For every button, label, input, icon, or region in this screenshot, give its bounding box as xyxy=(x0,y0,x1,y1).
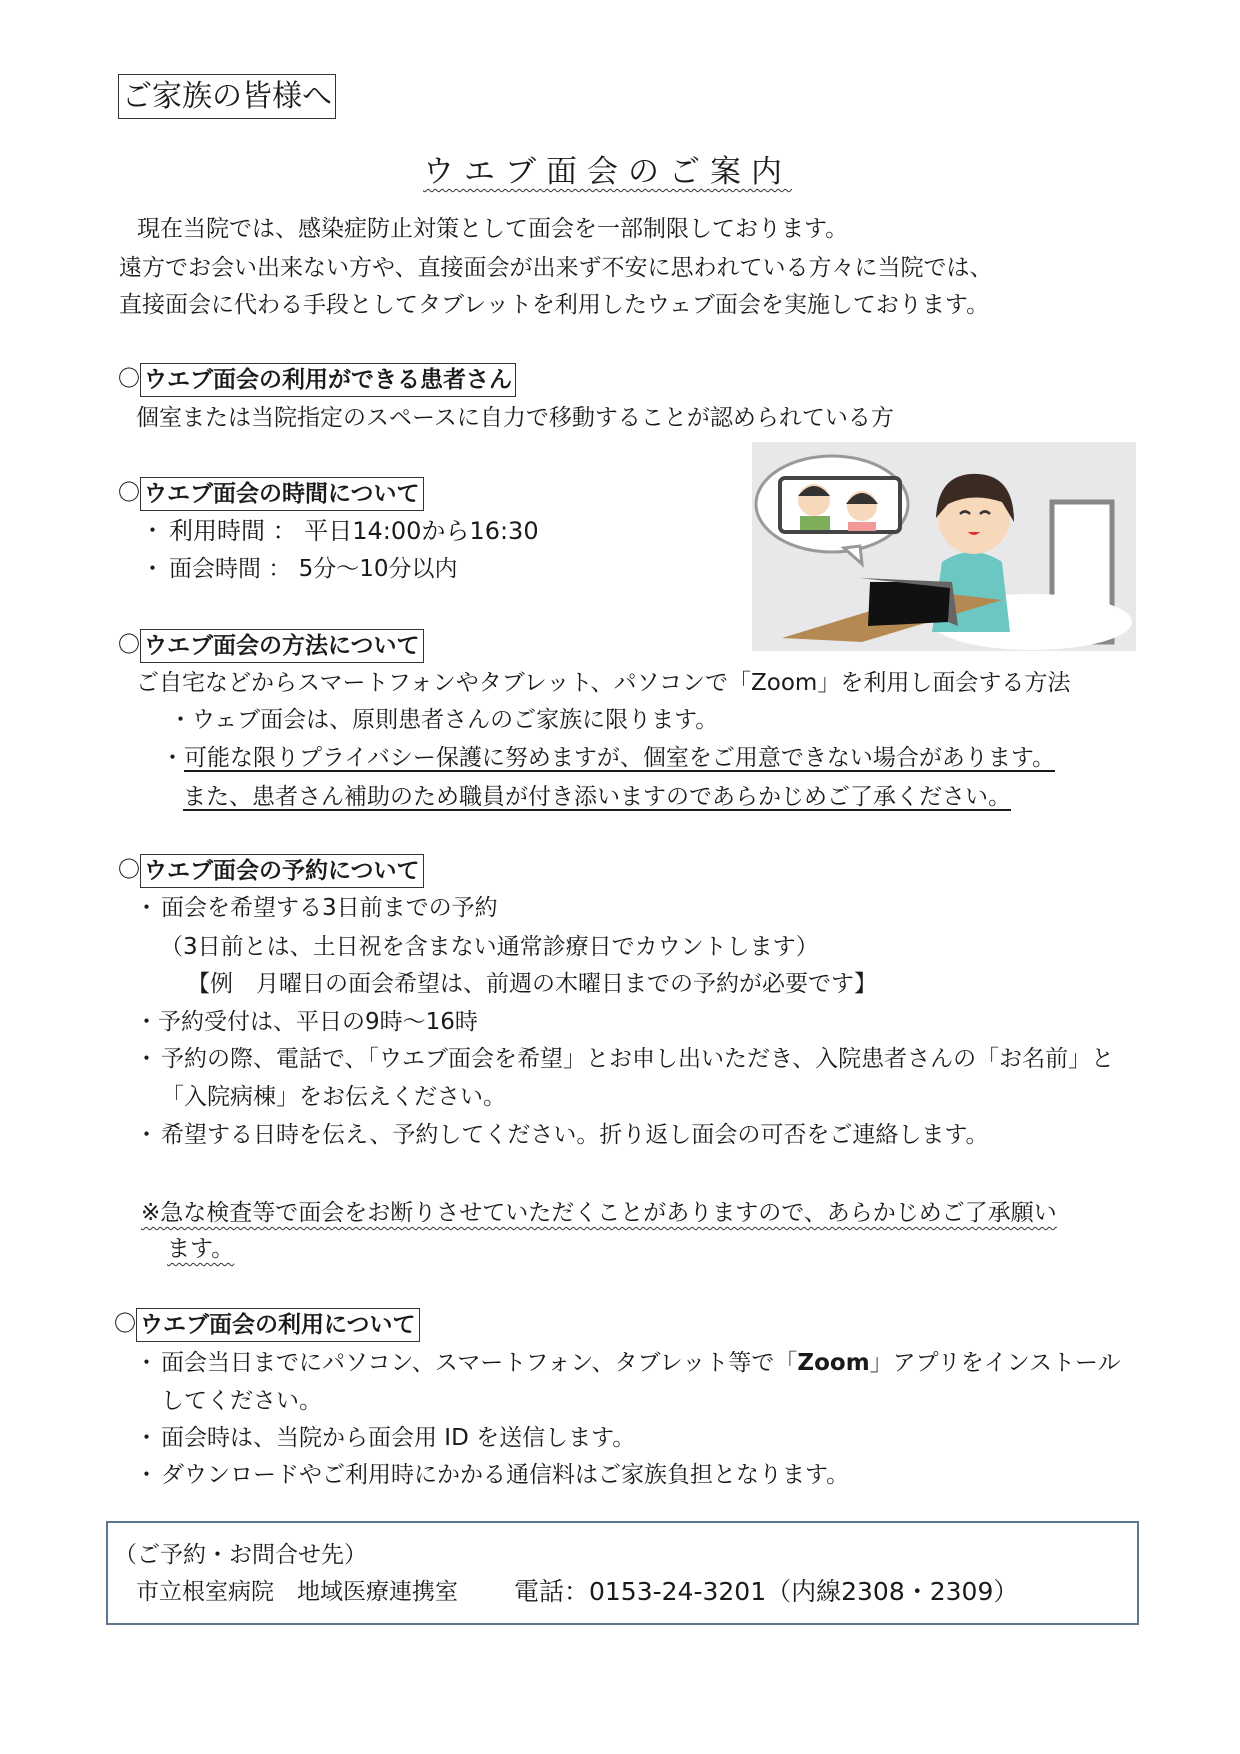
page-title: ウエブ面会のご案内 xyxy=(423,154,792,190)
circle-bullet-icon: 〇 xyxy=(118,481,141,506)
method-note-staff: また、患者さん補助のため職員が付き添いますのであらかじめご了承ください。 xyxy=(183,784,1011,810)
circle-bullet-icon: 〇 xyxy=(114,1312,137,1337)
usage-item-text: 」アプリをインストール xyxy=(869,1350,1121,1376)
reservation-note: ※急な検査等で面会をお断りさせていただくことがありますので、あらかじめご了承願い xyxy=(141,1200,1057,1226)
usage-item-cont: してください。 xyxy=(161,1388,322,1414)
section-heading-usage xyxy=(114,1308,420,1342)
bullet-icon: ・ xyxy=(135,1425,158,1451)
section-heading-text: ウエブ面会の予約について xyxy=(140,854,424,888)
method-body: ご自宅などからスマートフォンやタブレット、パソコンで「Zoom」を利用し面会する方法 xyxy=(136,670,1071,696)
time-item-usage-hours: 利用時間 ： 平日14:00から16:30 xyxy=(169,517,539,545)
contact-label: （ご予約・お問合せ先） xyxy=(114,1542,367,1568)
bullet-icon: ・ xyxy=(135,1009,158,1035)
section-heading-reservation xyxy=(118,854,424,888)
eligible-body: 個室または当院指定のスペースに自力で移動することが認められている方 xyxy=(136,405,894,431)
usage-item-text: 面会当日までにパソコン、スマートフォン、タブレット等で「 xyxy=(161,1350,798,1376)
circle-bullet-icon: 〇 xyxy=(118,367,141,392)
circle-bullet-icon: 〇 xyxy=(118,858,141,883)
section-heading-time xyxy=(118,477,424,511)
intro-line: 直接面会に代わる手段としてタブレットを利用したウェブ面会を実施しております。 xyxy=(119,292,990,318)
reservation-item-sub: （3日前とは、土日祝を含まない通常診療日でカウントします） xyxy=(160,934,819,960)
method-note-privacy: 可能な限りプライバシー保護に努めますが、個室をご用意できない場合があります。 xyxy=(184,745,1056,771)
reservation-item: 予約の際、電話で、「ウエブ面会を希望」とお申し出いただき、入院患者さんの「お名前」と xyxy=(161,1046,1115,1072)
section-heading-eligible xyxy=(118,363,516,397)
section-heading-text: ウエブ面会の利用ができる患者さん xyxy=(140,363,516,397)
bullet-icon: ・ xyxy=(141,518,164,544)
bullet-icon: ・ xyxy=(161,745,184,771)
bullet-icon: ・ xyxy=(135,895,158,921)
usage-item: 面会時は、当院から面会用 ID を送信します。 xyxy=(161,1425,636,1451)
method-note xyxy=(161,740,1056,776)
reservation-item: 希望する日時を伝え、予約してください。折り返し面会の可否をご連絡します。 xyxy=(161,1122,989,1148)
patient-video-call-illustration xyxy=(752,442,1136,651)
section-heading-text: ウエブ面会の時間について xyxy=(140,477,424,511)
contact-phone[interactable]: 電話：0153-24-3201（内線2308・2309） xyxy=(514,1577,1019,1606)
zoom-app-name: Zoom xyxy=(797,1350,870,1376)
section-heading-method xyxy=(118,629,424,663)
reservation-item: 面会を希望する3日前までの予約 xyxy=(161,895,498,921)
usage-item xyxy=(161,1345,1121,1381)
usage-item: ダウンロードやご利用時にかかる通信料はご家族負担となります。 xyxy=(161,1462,850,1488)
circle-bullet-icon: 〇 xyxy=(118,633,141,658)
bullet-icon: ・ xyxy=(135,1122,158,1148)
section-heading-text: ウエブ面会の方法について xyxy=(140,629,424,663)
section-heading-text: ウエブ面会の利用について xyxy=(136,1308,420,1342)
reservation-note-cont: ます。 xyxy=(167,1236,235,1262)
contact-org: 市立根室病院 地域医療連携室 xyxy=(136,1579,458,1605)
method-note: ・ウェブ面会は、原則患者さんのご家族に限ります。 xyxy=(169,707,719,733)
time-item-duration: 面会時間 ： 5分～10分以内 xyxy=(169,556,458,582)
reservation-item-cont: 「入院病棟」をお伝えください。 xyxy=(161,1084,506,1110)
intro-line: 現在当院では、感染症防止対策として面会を一部制限しております。 xyxy=(137,216,849,242)
bullet-icon: ・ xyxy=(141,556,164,582)
reservation-item: 予約受付は、平日の9時～16時 xyxy=(158,1009,478,1035)
bullet-icon: ・ xyxy=(135,1350,158,1376)
intro-line: 遠方でお会い出来ない方や、直接面会が出来ず不安に思われている方々に当院では、 xyxy=(119,255,993,281)
reservation-example: 【例 月曜日の面会希望は、前週の木曜日までの予約が必要です】 xyxy=(187,971,877,997)
contact-box xyxy=(106,1521,1139,1625)
bullet-icon: ・ xyxy=(135,1046,158,1072)
bullet-icon: ・ xyxy=(135,1462,158,1488)
addressee-label: ご家族の皆様へ xyxy=(118,74,336,119)
